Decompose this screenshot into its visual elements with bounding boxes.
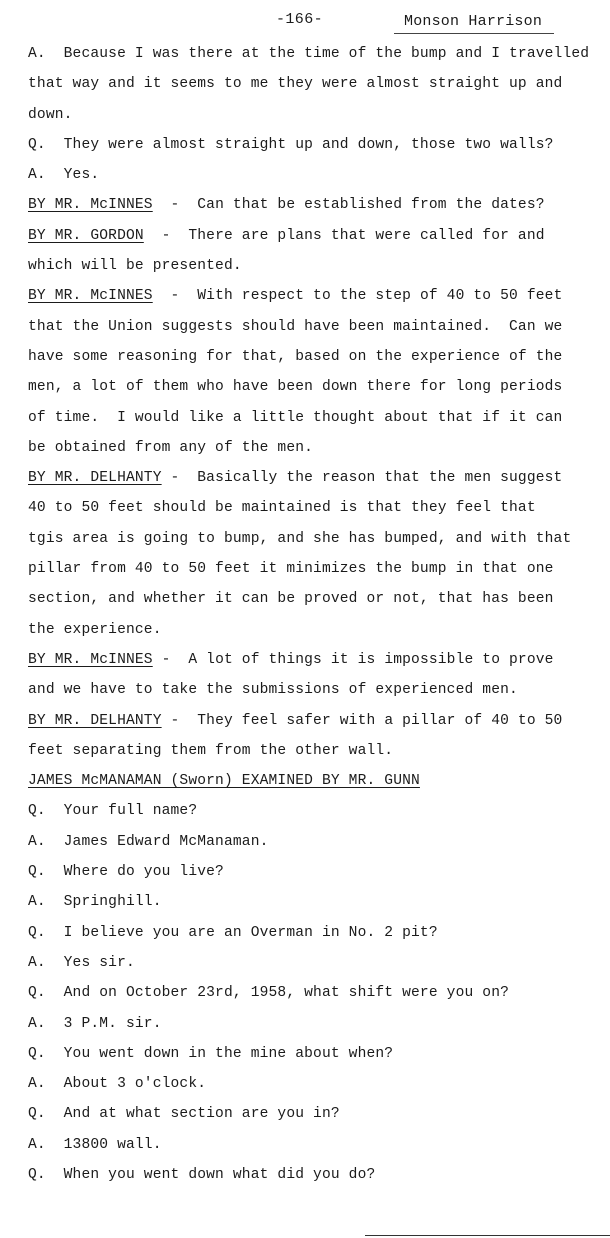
line-text: A. Because I was there at the time of the bump and I travelled <box>28 46 590 62</box>
speaker-label: BY MR. McINNES <box>28 288 153 305</box>
transcript-line <box>28 983 603 1013</box>
line-text: and we have to take the submissions of experienced men. <box>28 682 518 699</box>
line-text: that the Union suggests should have been maintained. Can we <box>28 318 563 335</box>
line-text: Q. When you went down what did you do? <box>28 1166 376 1183</box>
line-text: A. About 3 o'clock. <box>28 1076 207 1093</box>
transcript-line <box>28 529 603 559</box>
line-text: A. 3 P.M. sir. <box>28 1015 162 1032</box>
line-text: A. James Edward McManaman. <box>28 833 269 850</box>
line-text: 40 to 50 feet should be maintained is that they feel that <box>28 500 536 517</box>
line-text: - With respect to the step of 40 to 50 feet <box>152 288 563 305</box>
line-text: feet separating them from the other wall. <box>28 742 394 759</box>
line-text: Q. And at what section are you in? <box>28 1106 340 1123</box>
transcript-body <box>28 44 603 1195</box>
speaker-label: BY MR. GORDON <box>28 227 144 244</box>
transcript-line <box>28 862 603 892</box>
line-text: have some reasoning for that, based on the experience of the <box>28 348 563 365</box>
speaker-label: BY MR. McINNES <box>28 197 153 214</box>
transcript-line <box>28 559 603 589</box>
transcript-line <box>28 226 603 256</box>
transcript-line <box>28 1044 603 1074</box>
transcript-line <box>28 44 603 74</box>
transcript-line <box>28 408 603 438</box>
transcript-line <box>28 74 603 104</box>
transcript-line <box>28 923 603 953</box>
page-number: -166- <box>276 11 324 28</box>
speaker-label: JAMES McMANAMAN (Sworn) EXAMINED BY MR. GUNN <box>28 773 420 790</box>
footer-rule <box>365 1235 610 1236</box>
line-text: - A lot of things it is impossible to prove <box>152 651 554 668</box>
header-rule <box>394 33 554 34</box>
transcript-line <box>28 741 603 771</box>
transcript-line <box>28 771 603 801</box>
line-text: A. Springhill. <box>28 894 162 911</box>
speaker-label: BY MR. McINNES <box>28 651 153 668</box>
transcript-line <box>28 1104 603 1134</box>
transcript-line <box>28 892 603 922</box>
transcript-line <box>28 317 603 347</box>
line-text: Q. I believe you are an Overman in No. 2 pit? <box>28 924 438 941</box>
transcript-line <box>28 256 603 286</box>
line-text: Q. Where do you live? <box>28 864 224 881</box>
line-text: that way and it seems to me they were almost straight up and <box>28 76 563 93</box>
line-text: - There are plans that were called for and <box>143 227 545 244</box>
transcript-line <box>28 286 603 316</box>
speaker-label: BY MR. DELHANTY <box>28 470 162 487</box>
witness-name: Monson Harrison <box>404 13 543 30</box>
line-text: be obtained from any of the men. <box>28 439 314 456</box>
transcript-line <box>28 377 603 407</box>
line-text: A. 13800 wall. <box>28 1136 162 1153</box>
transcript-line <box>28 1135 603 1165</box>
line-text: of time. I would like a little thought about that if it can <box>28 409 563 426</box>
line-text: down. <box>28 106 73 123</box>
transcript-line <box>28 468 603 498</box>
transcript-line <box>28 347 603 377</box>
transcript-line <box>28 498 603 528</box>
transcript-line <box>28 589 603 619</box>
line-text: A. Yes. <box>28 167 100 184</box>
transcript-line <box>28 195 603 225</box>
line-text: A. Yes sir. <box>28 954 135 971</box>
line-text: Q. You went down in the mine about when? <box>28 1045 394 1062</box>
transcript-line <box>28 1165 603 1195</box>
line-text: Q. Your full name? <box>28 803 198 820</box>
transcript-line <box>28 801 603 831</box>
transcript-line <box>28 620 603 650</box>
line-text: which will be presented. <box>28 258 242 275</box>
transcript-line <box>28 135 603 165</box>
transcript-line <box>28 438 603 468</box>
transcript-line <box>28 105 603 135</box>
line-text: tgis area is going to bump, and she has bumped, and with that <box>28 530 572 547</box>
transcript-line <box>28 680 603 710</box>
transcript-line <box>28 711 603 741</box>
transcript-line <box>28 165 603 195</box>
transcript-line <box>28 1074 603 1104</box>
line-text: Q. And on October 23rd, 1958, what shift were you on? <box>28 985 510 1002</box>
line-text: section, and whether it can be proved or not, that has been <box>28 591 554 608</box>
transcript-line <box>28 832 603 862</box>
line-text: the experience. <box>28 621 162 638</box>
line-text: Q. They were almost straight up and down, those two walls? <box>28 136 554 153</box>
line-text: pillar from 40 to 50 feet it minimizes the bump in that one <box>28 561 554 578</box>
line-text: - Basically the reason that the men suggest <box>161 470 563 487</box>
speaker-label: BY MR. DELHANTY <box>28 712 162 729</box>
line-text: - They feel safer with a pillar of 40 to 50 <box>161 712 563 729</box>
line-text: men, a lot of them who have been down there for long periods <box>28 379 563 396</box>
line-text: - Can that be established from the dates? <box>152 197 545 214</box>
transcript-line <box>28 953 603 983</box>
transcript-line <box>28 650 603 680</box>
transcript-line <box>28 1014 603 1044</box>
